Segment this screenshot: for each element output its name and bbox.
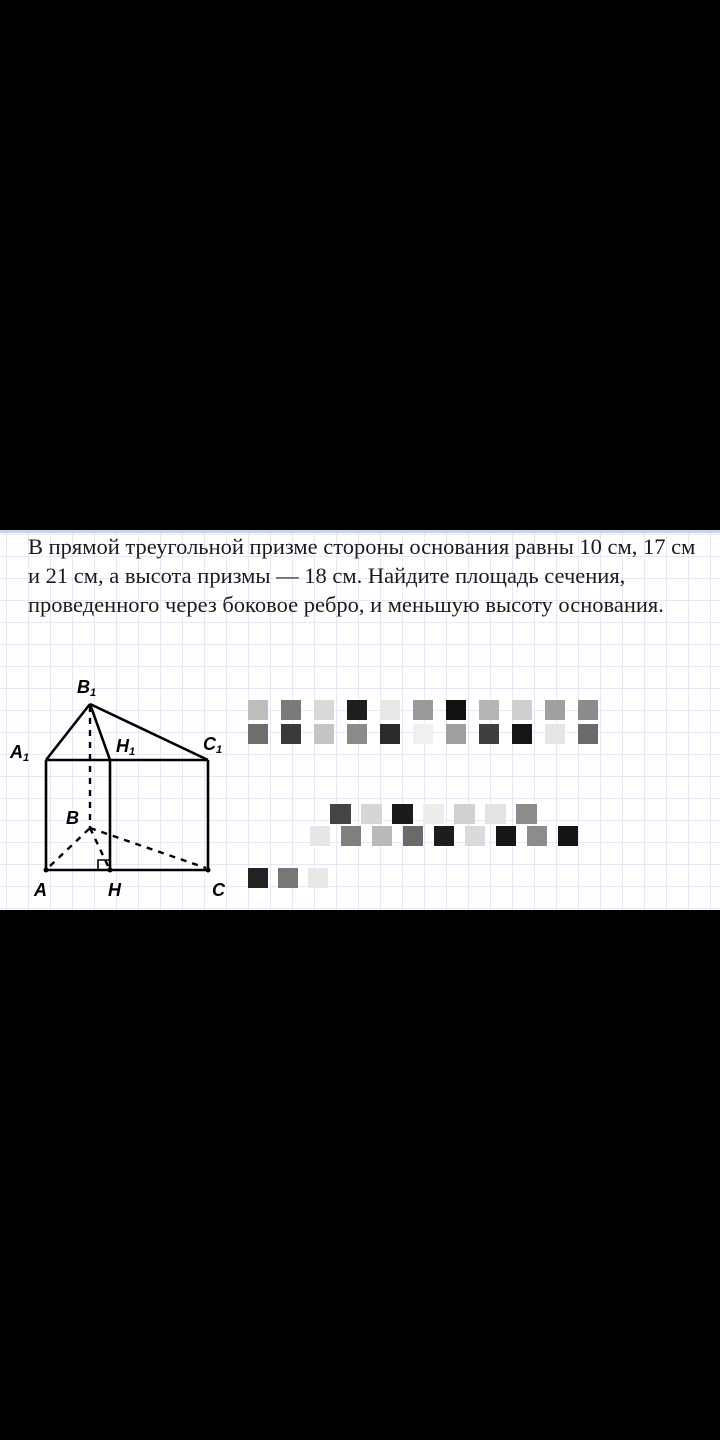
label-a: A xyxy=(34,880,47,900)
pixel-block xyxy=(545,724,565,744)
pixel-block xyxy=(446,724,466,744)
pixel-block xyxy=(281,724,301,744)
textbook-photo xyxy=(0,530,720,910)
pixel-block xyxy=(330,804,351,824)
pixel-block xyxy=(380,700,400,720)
pixel-block xyxy=(413,700,433,720)
label-b: B xyxy=(66,808,79,828)
label-a1: A1 xyxy=(10,742,30,764)
label-c1: C1 xyxy=(203,734,223,756)
pixel-block xyxy=(479,724,499,744)
vertex-h xyxy=(108,868,113,873)
pixel-block xyxy=(248,868,268,888)
pixel-block xyxy=(347,724,367,744)
pixel-block xyxy=(479,700,499,720)
label-h1: H1 xyxy=(116,736,136,758)
pixel-block xyxy=(465,826,485,846)
pixel-block xyxy=(392,804,413,824)
pixel-block xyxy=(347,700,367,720)
pixel-block xyxy=(446,700,466,720)
pixel-block xyxy=(485,804,506,824)
pixel-block xyxy=(423,804,444,824)
pixel-block xyxy=(314,700,334,720)
pixel-block xyxy=(403,826,423,846)
problem-text: В прямой треугольной призме стороны основания равны 10 см, 17 см и 21 см, а высота призмы — 18 см. Найдите площадь сечения, проведенного через боковое ребро, и меньшую высоту основания. xyxy=(28,534,696,617)
pixel-block xyxy=(380,724,400,744)
pixel-block xyxy=(578,700,598,720)
label-b1: B1 xyxy=(77,677,97,699)
vertex-c xyxy=(206,868,211,873)
pixel-block xyxy=(308,868,328,888)
pixel-block xyxy=(434,826,454,846)
vertex-a xyxy=(44,868,49,873)
pixel-block xyxy=(248,700,268,720)
pixel-block xyxy=(281,700,301,720)
pixel-block xyxy=(496,826,516,846)
pixel-block xyxy=(545,700,565,720)
pixel-block xyxy=(558,826,578,846)
pixel-block xyxy=(341,826,361,846)
edge-a-b-hidden xyxy=(50,828,90,866)
pixel-block xyxy=(361,804,382,824)
label-h: H xyxy=(108,880,121,900)
label-c: C xyxy=(212,880,225,900)
pixel-block xyxy=(310,826,330,846)
pixel-block xyxy=(512,724,532,744)
pixel-block xyxy=(527,826,547,846)
pixel-block xyxy=(578,724,598,744)
pixel-block xyxy=(372,826,392,846)
prism-figure xyxy=(0,660,250,910)
pixel-block xyxy=(278,868,298,888)
pixel-block xyxy=(512,700,532,720)
pixel-block xyxy=(413,724,433,744)
pixel-block xyxy=(248,724,268,744)
pixel-block xyxy=(516,804,537,824)
edge-a1-b1 xyxy=(46,704,90,760)
pixel-block xyxy=(314,724,334,744)
pixel-block xyxy=(454,804,475,824)
